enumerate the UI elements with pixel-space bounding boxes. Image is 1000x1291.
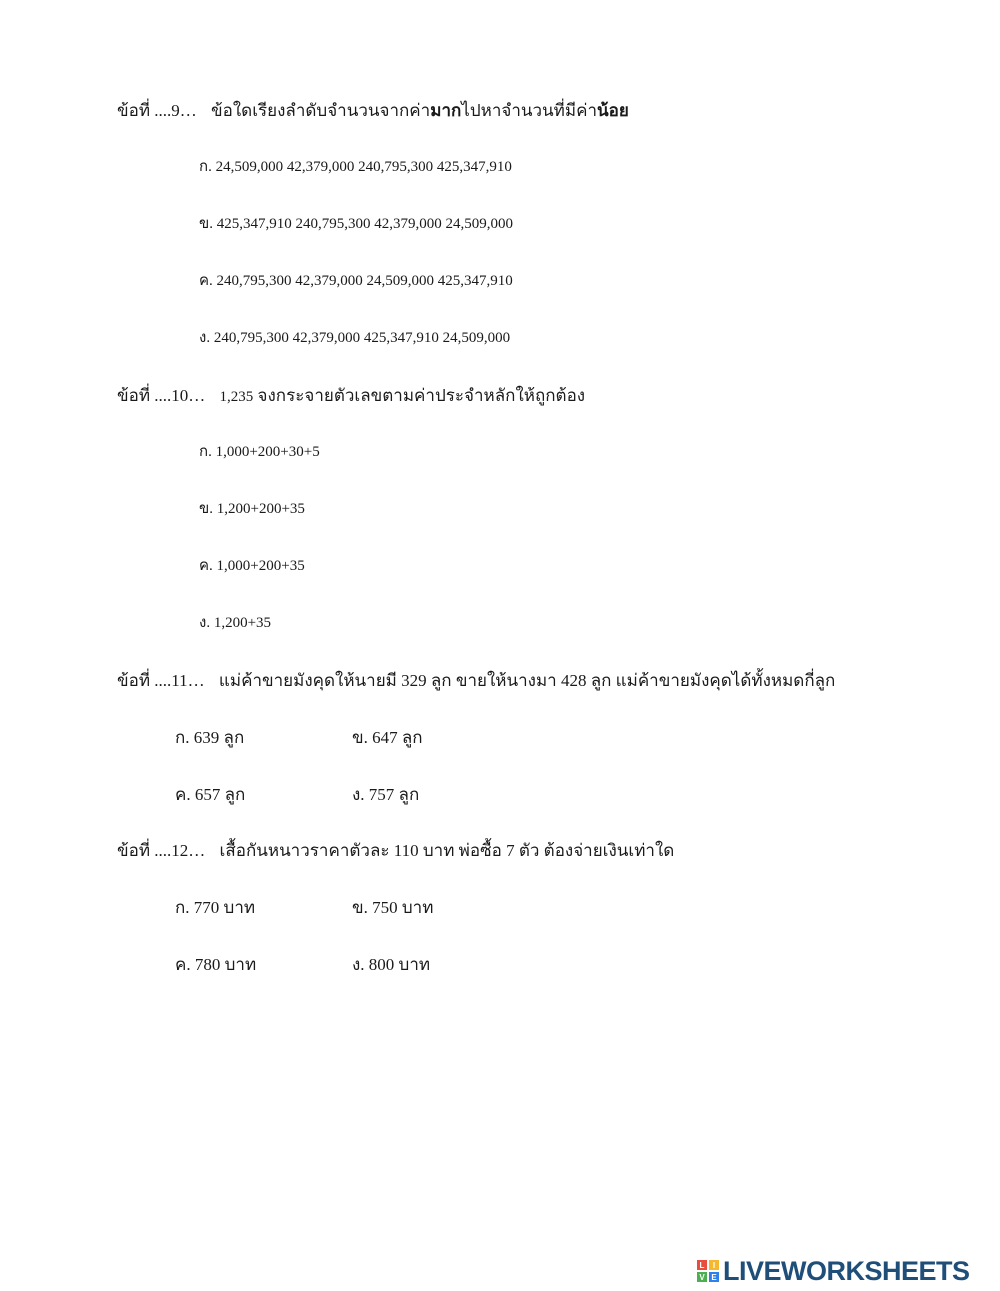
question-9-text-start: ข้อใดเรียงลำดับจำนวนจากค่า [211,101,431,120]
question-12-option-b: ข. 750 บาท [352,898,434,917]
live-letter-i: I [709,1260,719,1270]
live-letter-v: V [697,1272,707,1282]
question-9-label: ข้อที่ ....9… [117,101,197,120]
question-11-option-a: ก. 639 ลูก [175,728,245,747]
question-11-label: ข้อที่ ....11… [117,671,205,690]
question-10-text: จงกระจายตัวเลขตามค่าประจำหลักให้ถูกต้อง [257,386,586,405]
question-10 [117,387,585,405]
brand-name: LIVEWORKSHEETS [723,1255,970,1286]
question-11-option-b: ข. 647 ลูก [352,728,423,747]
liveworksheets-logo [697,1256,970,1286]
question-9 [117,102,629,119]
live-letter-e: E [709,1272,719,1282]
live-icon [697,1260,719,1282]
question-9-option-c: ค. 240,795,300 42,379,000 24,509,000 425,347,910 [199,273,513,289]
question-9-option-b: ข. 425,347,910 240,795,300 42,379,000 24,509,000 [199,216,514,232]
live-letter-l: L [697,1260,707,1270]
question-12-text: เสื้อกันหนาวราคาตัวละ 110 บาท พ่อซื้อ 7 ตัว ต้องจ่ายเงินเท่าใด [219,841,675,860]
question-10-option-c: ค. 1,000+200+35 [199,558,305,574]
question-10-option-b: ข. 1,200+200+35 [199,501,305,517]
question-10-number: 1,235 [219,389,254,405]
question-11-text: แม่ค้าขายมังคุดให้นายมี 329 ลูก ขายให้นางมา 428 ลูก แม่ค้าขายมังคุดได้ทั้งหมดกี่ลูก [218,671,836,690]
question-11 [117,672,835,689]
question-9-option-a: ก. 24,509,000 42,379,000 240,795,300 425,347,910 [199,159,512,175]
question-10-option-a: ก. 1,000+200+30+5 [199,444,320,460]
question-9-bold-more: มาก [430,101,462,120]
question-12-option-d: ง. 800 บาท [352,955,431,974]
question-12-option-c: ค. 780 บาท [175,955,257,974]
question-12-label: ข้อที่ ....12… [117,841,206,860]
question-9-text-mid: ไปหาจำนวนที่มีค่า [461,101,597,120]
question-11-option-c: ค. 657 ลูก [175,785,246,804]
question-10-option-d: ง. 1,200+35 [199,615,272,631]
question-10-label: ข้อที่ ....10… [117,386,206,405]
question-12-option-a: ก. 770 บาท [175,898,256,917]
question-11-option-d: ง. 757 ลูก [352,785,420,804]
question-9-bold-less: น้อย [597,101,629,120]
question-9-option-d: ง. 240,795,300 42,379,000 425,347,910 24,509,000 [199,330,511,346]
question-12 [117,842,674,859]
